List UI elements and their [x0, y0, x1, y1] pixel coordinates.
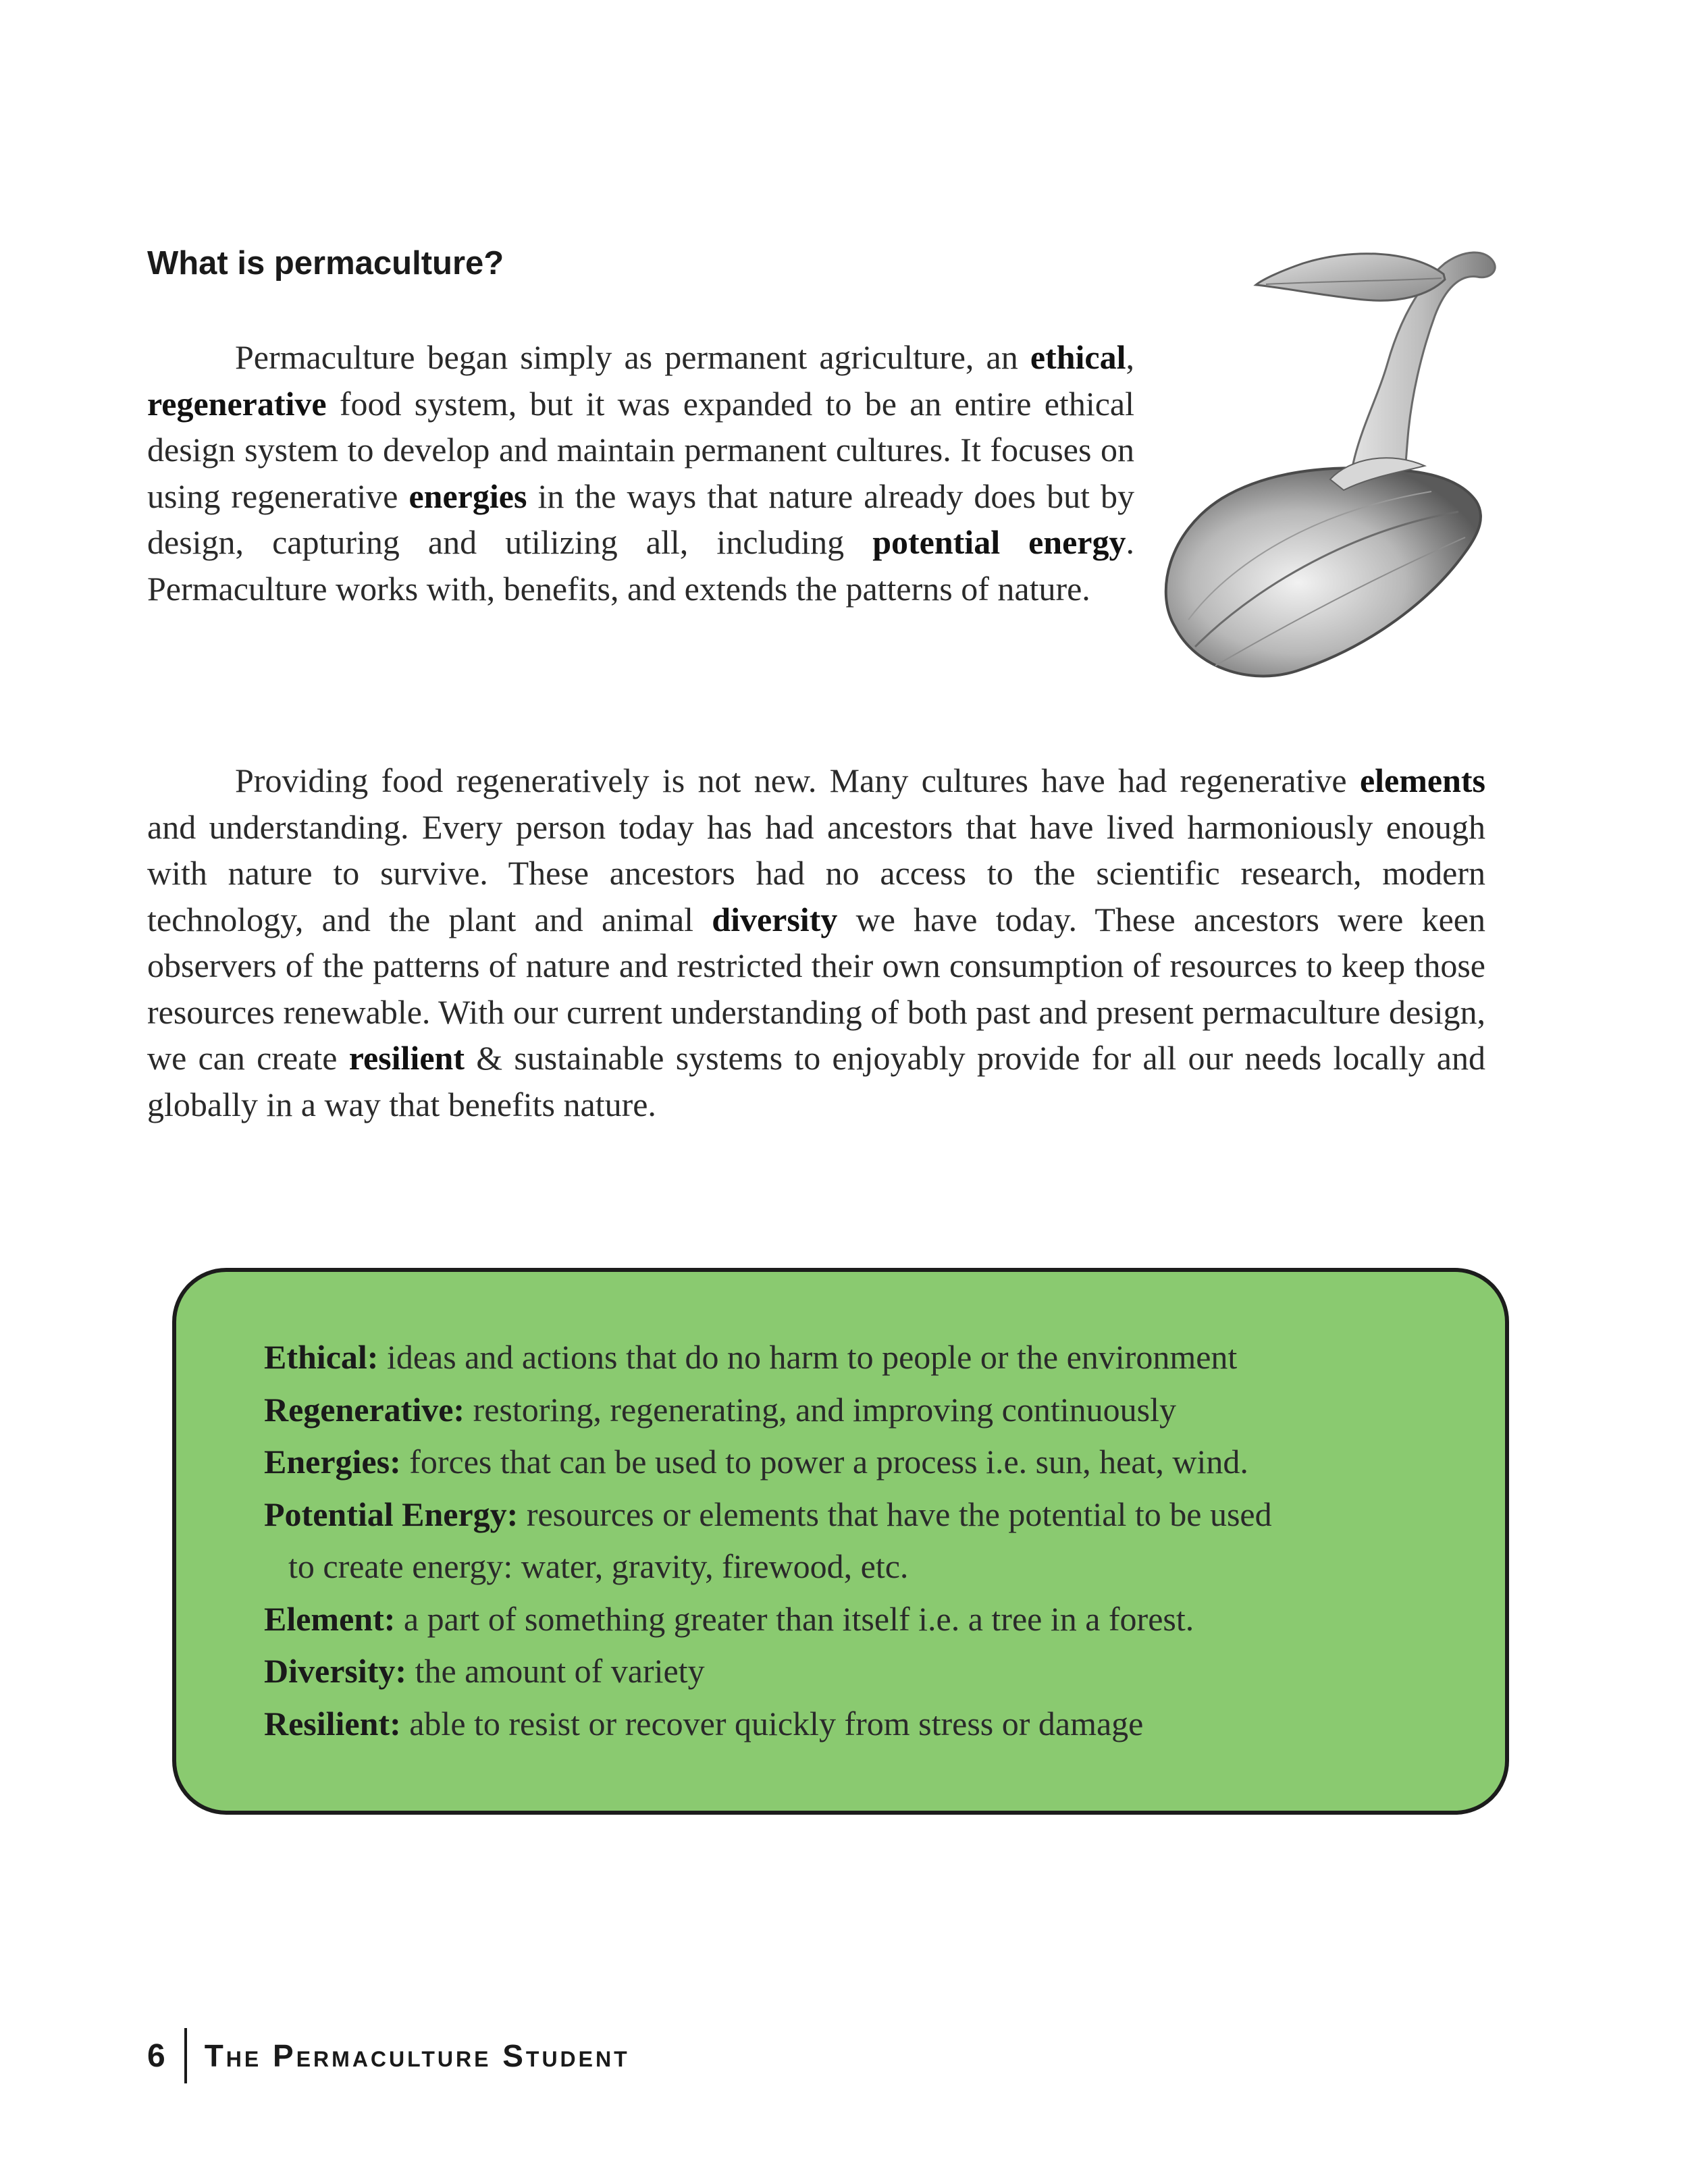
glossary-box — [172, 1268, 1509, 1815]
term-elements: elements — [1359, 762, 1485, 799]
term-resilient: resilient — [348, 1039, 465, 1077]
glossary-term: Energies: — [264, 1443, 401, 1481]
term-energies: energies — [408, 477, 527, 515]
sprouting-seed-illustration — [1148, 215, 1526, 687]
glossary-term: Element: — [264, 1599, 396, 1638]
glossary-item-energies — [264, 1436, 1272, 1489]
glossary-item-diversity — [264, 1645, 1272, 1698]
glossary-definition: the amount of variety — [406, 1652, 705, 1690]
book-title: The Permaculture Student — [204, 2038, 630, 2073]
intro-paragraph: Permaculture began simply as permanent agriculture, an ethical, regenerative food system, but it was expanded to be an entire ethical design system to develop and maintain permanent cultures. It focuses on using regenerative energies in the ways that nature already does but by design, capturing and utilizing all, including potential energy. Permaculture works with, benefits, and extends the patterns of nature. — [147, 338, 1135, 608]
history-paragraph: Providing food regeneratively is not new. Many cultures have had regenerative elements and understanding. Every person today has had ancestors that have lived harmoniously enough with nature to survive. These ancestors had no access to the scientific research, modern technology, and the plant and animal diversity we have today. These ancestors were keen observers of the patterns of nature and restricted their own consumption of resources to keep those resources renewable. With our current understanding of both past and present permaculture design, we can create resilient & sustainable systems to enjoyably provide for all our needs locally and globally in a way that benefits nature. — [147, 762, 1485, 1123]
glossary-item-resilient — [264, 1698, 1272, 1751]
glossary-term: Potential Energy: — [264, 1495, 519, 1533]
glossary-item-element — [264, 1593, 1272, 1646]
glossary-definition: restoring, regenerating, and improving continuously — [465, 1390, 1177, 1429]
glossary-item-regenerative — [264, 1384, 1272, 1437]
glossary-definition: ideas and actions that do no harm to people or the environment — [378, 1338, 1238, 1376]
glossary-definition: able to resist or recover quickly from stress or damage — [400, 1704, 1144, 1742]
glossary-term: Ethical: — [264, 1338, 379, 1376]
term-regenerative: regenerative — [147, 384, 327, 423]
term-diversity: diversity — [712, 900, 838, 938]
section-heading: What is permaculture? — [147, 245, 504, 282]
glossary-definition-continuation: to create energy: water, gravity, firewood, etc. — [288, 1547, 909, 1585]
glossary-term: Regenerative: — [264, 1390, 465, 1429]
footer-divider — [184, 2028, 187, 2083]
glossary-item-potential-energy — [264, 1489, 1272, 1593]
glossary-item-ethical — [264, 1331, 1272, 1384]
glossary-term: Diversity: — [264, 1652, 407, 1690]
page-number: 6 — [147, 2037, 165, 2074]
glossary-list — [264, 1331, 1272, 1750]
glossary-definition: resources or elements that have the potential to be used — [518, 1495, 1272, 1533]
term-potential-energy: potential energy — [872, 523, 1126, 561]
term-ethical: ethical — [1030, 338, 1126, 376]
glossary-definition: a part of something greater than itself i.e. a tree in a forest. — [395, 1599, 1194, 1638]
glossary-definition: forces that can be used to power a process i.e. sun, heat, wind. — [400, 1443, 1248, 1481]
glossary-term: Resilient: — [264, 1704, 401, 1742]
page-footer — [147, 2025, 630, 2086]
